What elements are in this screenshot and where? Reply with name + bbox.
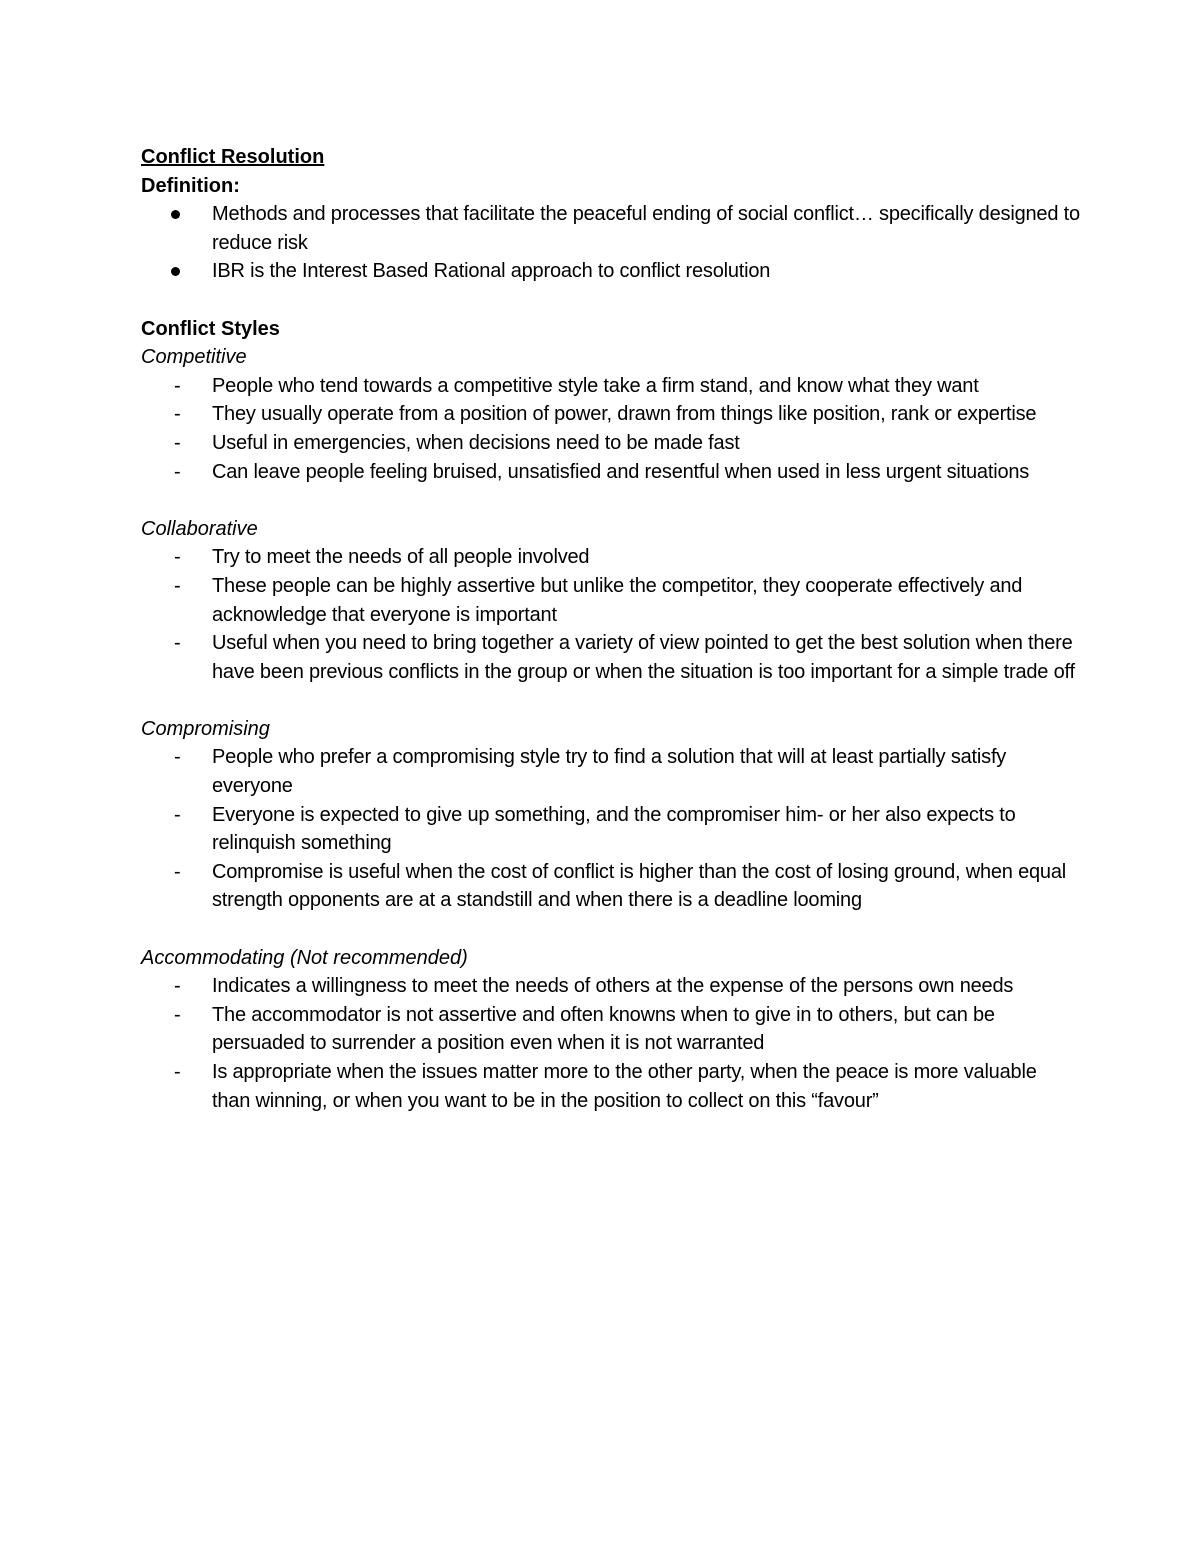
list-item [141,1001,1080,1058]
section-heading-compromising: Compromising [141,717,270,740]
list-item-text: Useful when you need to bring together a variety of view pointed to get the best solution when there have been previous conflicts in the group or when the situation is too important for a simple trade off [212,632,1075,683]
bullet-icon [171,267,180,276]
conflict-styles-heading: Conflict Styles [141,317,280,340]
dash-marker: - [174,1003,181,1026]
list-item [141,400,1080,429]
definition-heading: Definition: [141,174,240,197]
list-item [141,629,1080,686]
list-item-text: These people can be highly assertive but unlike the competitor, they cooperate effectively and acknowledge that everyone is important [212,574,1023,626]
section-heading-accommodating: Accommodating (Not recommended) [141,946,468,969]
list-item-text: Compromise is useful when the cost of conflict is higher than the cost of losing ground, when equal strength opponents are at a standstill and when there is a deadline looming [212,860,1067,912]
list-item-text: Methods and processes that facilitate the peaceful ending of social conflict… specifically designed to reduce risk [212,203,1080,254]
list-item-text: They usually operate from a position of power, drawn from things like position, rank or expertise [212,403,1037,426]
list-item [141,458,1080,487]
dash-marker: - [174,860,181,883]
section-heading-competitive: Competitive [141,346,247,369]
dash-marker: - [174,431,181,454]
spacer [141,486,1080,515]
list-item-text: Useful in emergencies, when decisions need to be made fast [212,431,740,454]
list-item-text: Can leave people feeling bruised, unsatisfied and resentful when used in less urgent situations [212,460,1030,483]
list-item-text: Try to meet the needs of all people involved [212,546,590,569]
list-item [141,200,1080,257]
dash-marker: - [174,803,181,826]
list-item [141,972,1080,1001]
dash-marker: - [174,1061,181,1083]
bullet-icon [171,210,180,219]
accommodating-list [141,972,1080,1115]
dash-marker: - [174,546,181,569]
list-item [141,743,1080,800]
definition-list [141,200,1080,286]
list-item [141,1058,1080,1115]
dash-marker: - [174,746,181,769]
list-item [141,801,1080,858]
dash-marker: - [174,403,181,426]
list-item-text: Indicates a willingness to meet the needs of others at the expense of the persons own needs [212,975,1014,998]
list-item-text: People who prefer a compromising style try to find a solution that will at least partially satisfy everyone [212,746,1007,798]
list-item-text: The accommodator is not assertive and often knowns when to give in to others, but can be persuaded to surrender a position even when it is not warranted [212,1003,995,1055]
competitive-list [141,372,1080,486]
list-item [141,543,1080,572]
list-item [141,858,1080,915]
dash-marker: - [174,374,181,397]
section-heading-collaborative: Collaborative [141,517,258,540]
collaborative-list [141,543,1080,686]
compromising-list [141,743,1080,915]
list-item [141,572,1080,629]
list-item-text: Everyone is expected to give up something, and the compromiser him- or her also expects to relinquish something [212,803,1016,855]
list-item-text: IBR is the Interest Based Rational approach to conflict resolution [212,260,771,283]
dash-marker: - [174,574,181,597]
dash-marker: - [174,460,181,483]
spacer [141,286,1080,315]
list-item-text: People who tend towards a competitive style take a firm stand, and know what they want [212,374,979,397]
spacer [141,686,1080,715]
dash-marker: - [174,975,181,998]
dash-marker: - [174,632,181,655]
list-item [141,372,1080,401]
document-title: Conflict Resolution [141,146,325,168]
list-item [141,429,1080,458]
list-item [141,257,1080,286]
list-item-text: Is appropriate when the issues matter more to the other party, when the peace is more valuable than winning, or when you want to be in the position to collect on this “favour” [212,1061,1037,1112]
spacer [141,915,1080,944]
